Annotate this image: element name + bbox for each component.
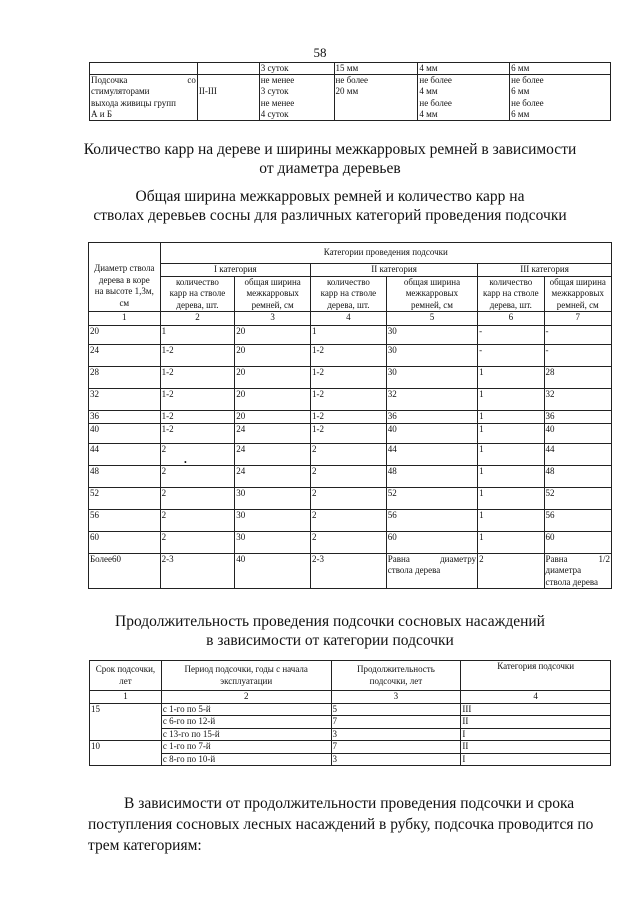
column-number: 6	[478, 312, 544, 326]
table-cell: 4 мм	[418, 63, 510, 75]
table-row	[89, 553, 612, 589]
table-cell: 2	[160, 509, 235, 531]
column-number: 1	[89, 312, 161, 326]
column-number: 2	[161, 691, 331, 704]
body-paragraph: В зависимости от продолжительности проведения подсочки и срока поступления сосновых лесных насаждений в рубку, подсочка проводится по трем категориям:	[88, 795, 594, 854]
table-cell: I	[461, 753, 611, 766]
table-cell: 1-2	[160, 411, 235, 424]
table-title: Продолжительность проведения подсочки сосновых насаждений в зависимости от категории подсочки	[115, 613, 545, 649]
table-row	[89, 423, 612, 443]
table-cell: 1	[478, 367, 544, 389]
table-cell: 2	[311, 465, 387, 487]
table-cell: II	[461, 741, 611, 754]
column-number: 4	[311, 312, 387, 326]
table-row	[90, 63, 611, 75]
table-cell: 1	[478, 389, 544, 411]
table-cell: не более 6 мм не более 6 мм	[510, 75, 611, 121]
table-cell: 1	[478, 411, 544, 424]
table-cell: 3	[331, 753, 461, 766]
table-header-row	[90, 661, 611, 691]
column-number-row	[90, 691, 611, 704]
column-number-row	[89, 312, 612, 326]
table-cell: III	[461, 703, 611, 716]
table-cell: 30	[386, 345, 477, 367]
table-header-row	[89, 243, 612, 264]
table-cell: 40	[89, 423, 161, 443]
table-cell: 1-2	[311, 411, 387, 424]
column-header: I категория	[160, 264, 310, 277]
table-cell: 1-2	[160, 423, 235, 443]
page-number: 58	[313, 45, 327, 60]
table-cell: 40	[386, 423, 477, 443]
diameter-table	[88, 242, 612, 589]
column-number: 2	[160, 312, 235, 326]
table-cell: 20	[235, 326, 311, 345]
table-cell: 2	[160, 465, 235, 487]
table-cell: 1-2	[311, 367, 387, 389]
table-cell: 2	[311, 509, 387, 531]
table-cell: -	[478, 345, 544, 367]
column-number: 4	[461, 691, 611, 704]
column-header: общая ширина межкарровых ремней, см	[386, 276, 477, 312]
table-cell: 2	[478, 553, 544, 589]
table-cell: 36	[89, 411, 161, 424]
column-number: 5	[386, 312, 477, 326]
table-row	[89, 367, 612, 389]
section-heading: Количество карр на дереве и ширины межкарровых ремней в зависимости от диаметра деревьев	[83, 141, 577, 177]
table-cell: 20	[235, 411, 311, 424]
table-cell: с 8-го по 10-й	[161, 753, 331, 766]
table-cell: 1	[478, 423, 544, 443]
table-cell: 30	[235, 487, 311, 509]
table-cell: 1-2	[311, 345, 387, 367]
table-row	[90, 728, 611, 741]
table-cell: 1	[160, 326, 235, 345]
table-cell: 1	[478, 487, 544, 509]
column-header: количество карр на стволе дерева, шт.	[478, 276, 544, 312]
table-cell: 2	[311, 531, 387, 553]
table-cell: 1	[478, 443, 544, 465]
stray-mark: •	[184, 458, 187, 467]
column-number: 3	[331, 691, 461, 704]
table-row	[89, 465, 612, 487]
table-cell: с 13-го по 15-й	[161, 728, 331, 741]
table-cell: 32	[89, 389, 161, 411]
table-cell: 2-3	[160, 553, 235, 589]
table-row	[90, 75, 611, 121]
table-cell: 48	[386, 465, 477, 487]
table-cell: 7	[331, 741, 461, 754]
table-cell: 28	[544, 367, 611, 389]
table-cell: 30	[386, 367, 477, 389]
table-cell: 56	[544, 509, 611, 531]
table-row	[89, 389, 612, 411]
table-cell: 1	[478, 465, 544, 487]
table-cell: 20	[235, 389, 311, 411]
table-cell: 20	[235, 367, 311, 389]
table-cell: 10	[90, 741, 162, 766]
table-cell: 2	[160, 531, 235, 553]
table-row	[89, 411, 612, 424]
table-row	[89, 487, 612, 509]
table-cell: 1-2	[160, 389, 235, 411]
table-cell: 36	[544, 411, 611, 424]
column-header: II категория	[311, 264, 478, 277]
table-cell: с 1-го по 7-й	[161, 741, 331, 754]
table-row	[90, 716, 611, 729]
table-cell: 30	[235, 509, 311, 531]
table-cell: 40	[235, 553, 311, 589]
table-cell: 28	[89, 367, 161, 389]
table-cell: 36	[386, 411, 477, 424]
table-cell: 20	[235, 345, 311, 367]
column-header: Категория подсочки	[461, 661, 611, 691]
table-cell: 2	[160, 487, 235, 509]
column-number: 7	[544, 312, 611, 326]
table-cell	[90, 63, 198, 75]
column-header: Срок подсочки, лет	[90, 661, 162, 691]
table-cell: 44	[89, 443, 161, 465]
table-cell: II-III	[197, 75, 259, 121]
table-cell: 1	[311, 326, 387, 345]
table-cell: 2-3	[311, 553, 387, 589]
table-cell: 3	[331, 728, 461, 741]
table-header-row	[89, 264, 612, 277]
column-number: 1	[90, 691, 162, 704]
column-header: Категории проведения подсочки	[160, 243, 611, 264]
table-cell: 5	[331, 703, 461, 716]
table-row	[89, 326, 612, 345]
table-cell: 1	[478, 509, 544, 531]
table-cell: 52	[386, 487, 477, 509]
table-row	[90, 753, 611, 766]
table-cell	[197, 63, 259, 75]
table-cell: 30	[386, 326, 477, 345]
table-cell: -	[544, 345, 611, 367]
table-cell: 56	[386, 509, 477, 531]
column-header: Период подсочки, годы с начала эксплуатации	[161, 661, 331, 691]
column-header: общая ширина межкарровых ремней, см	[544, 276, 611, 312]
table-cell: с 1-го по 5-й	[161, 703, 331, 716]
table-cell: 48	[89, 465, 161, 487]
table-cell: 52	[89, 487, 161, 509]
table-cell: не более 20 мм	[334, 75, 418, 121]
table-cell: 15	[90, 703, 162, 741]
table-cell: -	[478, 326, 544, 345]
table-cell: 1-2	[311, 423, 387, 443]
table-cell: I	[461, 728, 611, 741]
table-cell: Подсочка со стимуляторами выхода живицы групп А и Б	[91, 75, 196, 119]
table-cell: 1	[478, 531, 544, 553]
table-cell: 56	[89, 509, 161, 531]
table-cell: 24	[235, 443, 311, 465]
table-cell: 24	[235, 423, 311, 443]
table-cell: с 6-го по 12-й	[161, 716, 331, 729]
duration-table	[89, 660, 611, 766]
table-row	[90, 703, 611, 716]
table-row	[89, 531, 612, 553]
table-cell: 52	[544, 487, 611, 509]
table-cell: 1-2	[160, 345, 235, 367]
column-header: количество карр на стволе дерева, шт.	[311, 276, 387, 312]
table-cell: 60	[386, 531, 477, 553]
table-cell: 2	[160, 443, 235, 465]
table-cell: 2	[311, 487, 387, 509]
table-cell: 24	[235, 465, 311, 487]
table-cell: 2	[311, 443, 387, 465]
table-cell: не более 4 мм не более 4 мм	[418, 75, 510, 121]
table-title: Общая ширина межкарровых ремней и количество карр на стволах деревьев сосны для различных категорий проведения подсочки	[93, 188, 567, 224]
column-header: общая ширина межкарровых ремней, см	[235, 276, 311, 312]
table-cell: Равна диаметру ствола дерева	[386, 553, 477, 589]
table-cell: 24	[89, 345, 161, 367]
table-cell: 1-2	[311, 389, 387, 411]
table-cell: 40	[544, 423, 611, 443]
table-cell: 44	[544, 443, 611, 465]
table-cell: 6 мм	[510, 63, 611, 75]
table-row	[89, 509, 612, 531]
column-header: III категория	[478, 264, 612, 277]
table-cell: 3 суток	[259, 63, 334, 75]
column-header: Диаметр ствола дерева в коре на высоте 1,3м, см	[89, 243, 161, 312]
table-cell: не менее 3 суток не менее 4 суток	[259, 75, 334, 121]
table-row	[89, 443, 612, 465]
table-cell: II	[461, 716, 611, 729]
table-cell: Равна 1/2 диаметра ствола дерева	[545, 553, 610, 587]
column-header: количество карр на стволе дерева, шт.	[160, 276, 235, 312]
table-cell: 60	[89, 531, 161, 553]
table-cell: 1-2	[160, 367, 235, 389]
table-cell: 7	[331, 716, 461, 729]
table-cell: 60	[544, 531, 611, 553]
table-cell: 32	[386, 389, 477, 411]
column-number: 3	[235, 312, 311, 326]
table-row	[89, 345, 612, 367]
continuation-table	[89, 62, 611, 121]
table-cell: 20	[89, 326, 161, 345]
table-cell: -	[544, 326, 611, 345]
table-cell: Более60	[89, 553, 161, 589]
table-row	[90, 741, 611, 754]
table-cell: 44	[386, 443, 477, 465]
table-cell: 48	[544, 465, 611, 487]
column-header: Продолжительность подсочки, лет	[331, 661, 461, 691]
table-cell: 15 мм	[334, 63, 418, 75]
table-cell: 30	[235, 531, 311, 553]
table-header-row	[89, 276, 612, 312]
table-cell: 32	[544, 389, 611, 411]
